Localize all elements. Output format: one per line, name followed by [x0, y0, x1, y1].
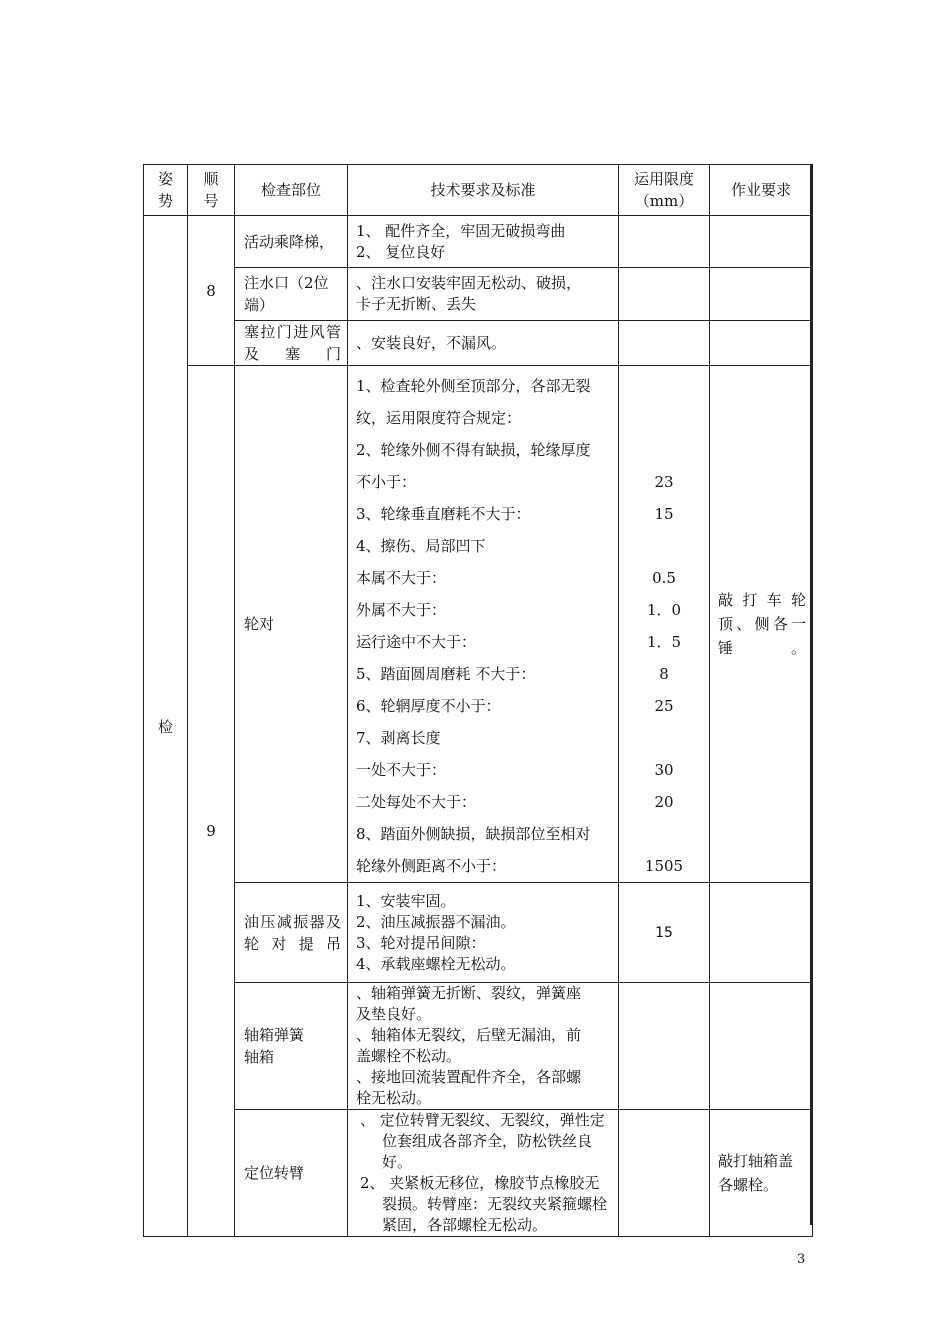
wheel-limit-value	[619, 370, 709, 402]
wheel-standard-line: 不小于：	[356, 473, 417, 491]
wheel-standard-line: 本属不大于：	[356, 569, 447, 587]
wheel-standard-line: 6、轮辋厚度不小于：	[356, 697, 501, 715]
wheel-standard-line: 轮缘外侧距离不小于：	[356, 857, 507, 875]
part-cell: 轴箱弹簧 轴箱	[235, 983, 348, 1110]
table-row	[144, 883, 813, 983]
wheel-limit-value	[619, 818, 709, 850]
wheel-limit-value	[619, 722, 709, 754]
wheel-standard-line: 2、轮缘外侧不得有缺损，轮缘厚度	[356, 441, 591, 459]
table-row	[144, 366, 813, 883]
limit-cell	[619, 268, 710, 321]
wheel-standard-line: 5、踏面圆周磨耗 不大于：	[356, 665, 536, 683]
wheel-standard-line: 纹，运用限度符合规定：	[356, 409, 522, 427]
limit-cell	[619, 983, 710, 1110]
seq-cell-9: 9	[188, 366, 235, 1237]
standard-cell: 、注水口安装牢固无松动、破损， 卡子无折断、丢失	[348, 268, 619, 321]
standard-cell: 1、 配件齐全，牢固无破损弯曲 2、 复位良好	[348, 216, 619, 268]
header-limit: 运用限度 （mm）	[619, 165, 710, 216]
inspection-table	[143, 164, 813, 1237]
requirement-cell	[710, 321, 813, 366]
wheel-standard-line: 运行途中不大于：	[356, 633, 477, 651]
header-requirement: 作业要求	[710, 165, 813, 216]
wheel-limit-value	[619, 434, 709, 466]
wheel-limit-value: 23	[654, 473, 674, 491]
header-seq: 顺 号	[188, 165, 235, 216]
wheel-limit-value: 30	[654, 761, 674, 779]
part-cell: 注水口（2位端）	[235, 268, 348, 321]
wheel-standard-line: 二处每处不大于：	[356, 793, 477, 811]
part-cell: 轮对	[235, 366, 348, 883]
wheel-standard-line: 外属不大于：	[356, 601, 447, 619]
requirement-cell	[710, 268, 813, 321]
standard-cell	[348, 366, 619, 883]
table-row	[144, 268, 813, 321]
wheel-standard-line: 7、剥离长度	[356, 729, 441, 747]
table-row	[144, 321, 813, 366]
page-number: 3	[797, 1252, 806, 1267]
table-row	[144, 1110, 813, 1237]
wheel-standard-line: 4、擦伤、局部凹下	[356, 537, 486, 555]
requirement-cell: 敲打车轮顶、侧各一锤。	[710, 366, 813, 883]
wheel-standard-line: 一处不大于：	[356, 761, 447, 779]
wheel-limit-value: 25	[654, 697, 674, 715]
wheel-limit-value: 1505	[644, 857, 684, 875]
part-cell: 塞拉门进风管及塞门	[235, 321, 348, 366]
wheel-limit-value: 15	[654, 505, 674, 523]
part-cell: 活动乘降梯，	[235, 216, 348, 268]
wheel-limit-value: 0.5	[652, 569, 676, 587]
wheel-limit-value: 1．5	[646, 633, 682, 651]
requirement-cell	[710, 883, 813, 983]
wheel-limit-value	[619, 530, 709, 562]
table-row	[144, 216, 813, 268]
limit-cell	[619, 366, 710, 883]
standard-cell: 、轴箱弹簧无折断、裂纹，弹簧座 及垫良好。 、轴箱体无裂纹，后壁无漏油，前 盖螺栓不松动。 、接地回流装置配件齐全，各部螺 栓无松动。	[348, 983, 619, 1110]
limit-cell: 15	[619, 883, 710, 983]
header-part: 检查部位	[235, 165, 348, 216]
wheel-limit-value: 20	[654, 793, 674, 811]
requirement-cell: 敲打轴箱盖各螺栓。	[710, 1110, 813, 1237]
standard-cell: 、 定位转臂无裂纹、无裂纹，弹性定位套组成各部齐全，防松铁丝良好。 2、 夹紧板无移位，橡胶节点橡胶无裂损。转臂座：无裂纹夹紧箍螺栓紧固，各部螺栓无松动。	[348, 1110, 619, 1237]
wheel-standard-line: 1、检查轮外侧至顶部分，各部无裂	[356, 377, 591, 395]
header-standard: 技术要求及标准	[348, 165, 619, 216]
wheel-limit-value	[619, 402, 709, 434]
header-row	[144, 165, 813, 216]
part-cell: 定位转臂	[235, 1110, 348, 1237]
standard-cell: 、安装良好，不漏风。	[348, 321, 619, 366]
requirement-cell	[710, 983, 813, 1110]
wheel-standard-line: 8、踏面外侧缺损，缺损部位至相对	[356, 825, 591, 843]
seq-cell-8: 8	[188, 216, 235, 366]
wheel-standard-line: 3、轮缘垂直磨耗不大于：	[356, 505, 531, 523]
header-posture: 姿 势	[144, 165, 188, 216]
limit-cell	[619, 321, 710, 366]
limit-cell	[619, 1110, 710, 1237]
wheel-limit-value: 8	[659, 665, 669, 683]
limit-cell	[619, 216, 710, 268]
wheel-limit-value: 1．0	[646, 601, 682, 619]
table-row	[144, 983, 813, 1110]
part-cell: 油压减振器及轮对提吊	[235, 883, 348, 983]
requirement-cell	[710, 216, 813, 268]
standard-cell: 1、安装牢固。 2、油压减振器不漏油。 3、轮对提吊间隙： 4、承载座螺栓无松动。	[348, 883, 619, 983]
posture-cell: 检	[144, 216, 188, 1237]
